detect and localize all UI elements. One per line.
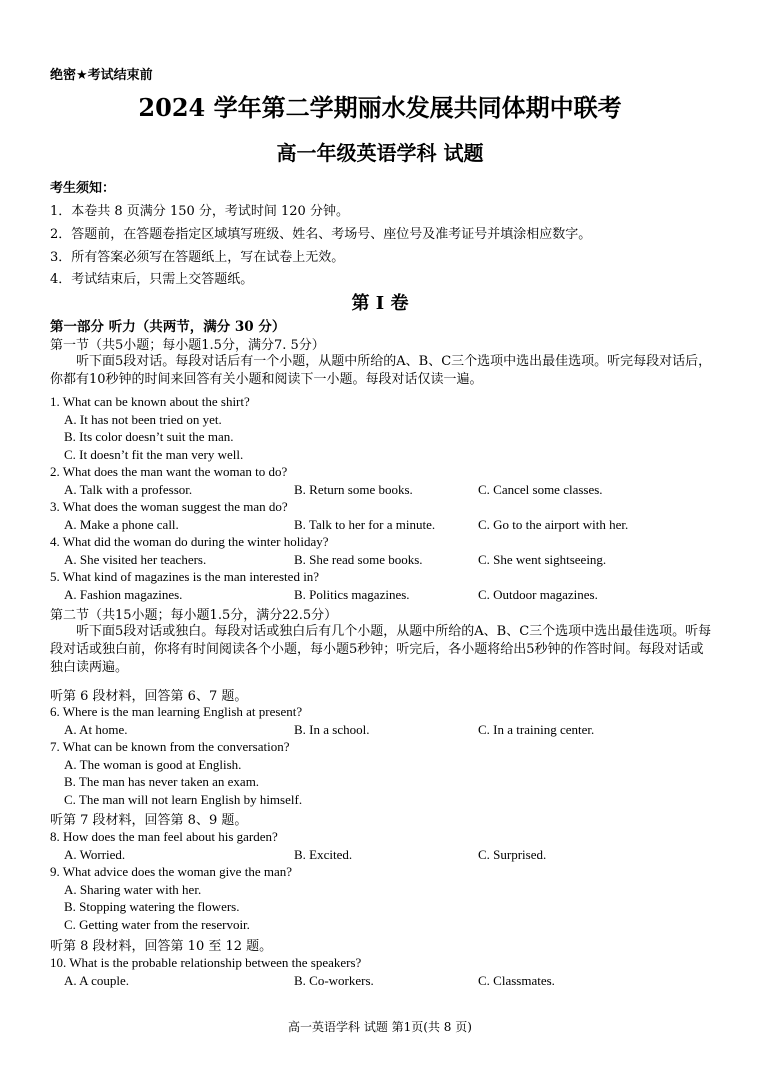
q5-option-a: A. Fashion magazines.: [64, 587, 183, 602]
q2-option-b: B. Return some books.: [294, 482, 413, 497]
question-4: 4. What did the woman do during the winter holiday?: [50, 534, 329, 549]
q2-option-a: A. Talk with a professor.: [64, 482, 193, 497]
question-10: 10. What is the probable relationship between the speakers?: [50, 955, 362, 970]
q7-option-a: A. The woman is good at English.: [64, 757, 242, 772]
q10-option-b: B. Co-workers.: [294, 973, 374, 988]
exam-title: 2024 学年第二学期丽水发展共同体期中联考: [138, 93, 622, 122]
q9-option-c: C. Getting water from the reservoir.: [64, 917, 250, 932]
q5-option-b: B. Politics magazines.: [294, 587, 410, 602]
exam-subtitle: 高一年级英语学科 试题: [276, 141, 484, 165]
q10-option-c: C. Classmates.: [478, 973, 555, 988]
q10-option-a: A. A couple.: [64, 973, 129, 988]
q9-option-b: B. Stopping watering the flowers.: [64, 899, 240, 914]
confidential-label: 绝密★考试结束前: [50, 68, 153, 83]
question-3: 3. What does the woman suggest the man do?: [50, 499, 288, 514]
section1-heading: 第一节（共5小题；每小题1.5分，满分7. 5分）: [50, 338, 325, 353]
q8-option-a: A. Worried.: [64, 847, 126, 862]
question-5: 5. What kind of magazines is the man interested in?: [50, 569, 320, 584]
q4-option-c: C. She went sightseeing.: [478, 552, 607, 567]
section1-instructions: 听下面5段对话。每段对话后有一个小题，从题中所给的A、B、C三个选项中选出最佳选项。听完每段对话后，你都有10秒钟的时间来回答有关小题和阅读下一小题。每段对话仅读一遍。: [50, 354, 712, 387]
q4-option-b: B. She read some books.: [294, 552, 423, 567]
material-8-instruction: 听第 8 段材料，回答第 10 至 12 题。: [50, 939, 273, 954]
q8-option-c: C. Surprised.: [478, 847, 547, 862]
q3-option-a: A. Make a phone call.: [64, 517, 179, 532]
q2-option-c: C. Cancel some classes.: [478, 482, 603, 497]
q1-option-c: C. It doesn’t fit the man very well.: [64, 447, 244, 462]
question-6: 6. Where is the man learning English at present?: [50, 704, 303, 719]
q1-option-b: B. Its color doesn’t suit the man.: [64, 429, 234, 444]
q6-option-b: B. In a school.: [294, 722, 370, 737]
q7-option-b: B. The man has never taken an exam.: [64, 774, 260, 789]
q3-option-b: B. Talk to her for a minute.: [294, 517, 436, 532]
note-item: 1．本卷共 8 页满分 150 分，考试时间 120 分钟。: [50, 204, 349, 219]
volume-heading: 第 I 卷: [351, 293, 409, 314]
part1-heading: 第一部分 听力（共两节，满分 30 分）: [50, 319, 286, 335]
note-item: 4．考试结束后，只需上交答题纸。: [50, 272, 254, 287]
q3-option-c: C. Go to the airport with her.: [478, 517, 629, 532]
question-8: 8. How does the man feel about his garden?: [50, 829, 278, 844]
q6-option-a: A. At home.: [64, 722, 128, 737]
question-2: 2. What does the man want the woman to do?: [50, 464, 288, 479]
question-9: 9. What advice does the woman give the man?: [50, 864, 292, 879]
q7-option-c: C. The man will not learn English by himself.: [64, 792, 303, 807]
section2-heading: 第二节（共15小题；每小题1.5分，满分22.5分）: [50, 608, 338, 623]
notes-heading: 考生须知：: [50, 181, 116, 196]
section2-instructions: 听下面5段对话或独白。每段对话或独白后有几个小题，从题中所给的A、B、C三个选项中选出最佳选项。听每段对话或独白前，你将有时间阅读各个小题，每小题5秒钟；听完后，各小题将给出5秒钟的作答时间。每段对话或独白读两遍。: [50, 624, 712, 675]
material-7-instruction: 听第 7 段材料，回答第 8、9 题。: [50, 813, 248, 828]
q1-option-a: A. It has not been tried on yet.: [64, 412, 222, 427]
q4-option-a: A. She visited her teachers.: [64, 552, 207, 567]
q5-option-c: C. Outdoor magazines.: [478, 587, 598, 602]
note-item: 2．答题前，在答题卷指定区域填写班级、姓名、考场号、座位号及准考证号并填涂相应数字。: [50, 227, 592, 242]
q9-option-a: A. Sharing water with her.: [64, 882, 202, 897]
question-1: 1. What can be known about the shirt?: [50, 394, 250, 409]
q8-option-b: B. Excited.: [294, 847, 353, 862]
page-footer: 高一英语学科 试题 第1页(共 8 页): [288, 1020, 472, 1034]
question-7: 7. What can be known from the conversation?: [50, 739, 290, 754]
note-item: 3．所有答案必须写在答题纸上，写在试卷上无效。: [50, 250, 345, 265]
q6-option-c: C. In a training center.: [478, 722, 595, 737]
material-6-instruction: 听第 6 段材料，回答第 6、7 题。: [50, 689, 248, 704]
